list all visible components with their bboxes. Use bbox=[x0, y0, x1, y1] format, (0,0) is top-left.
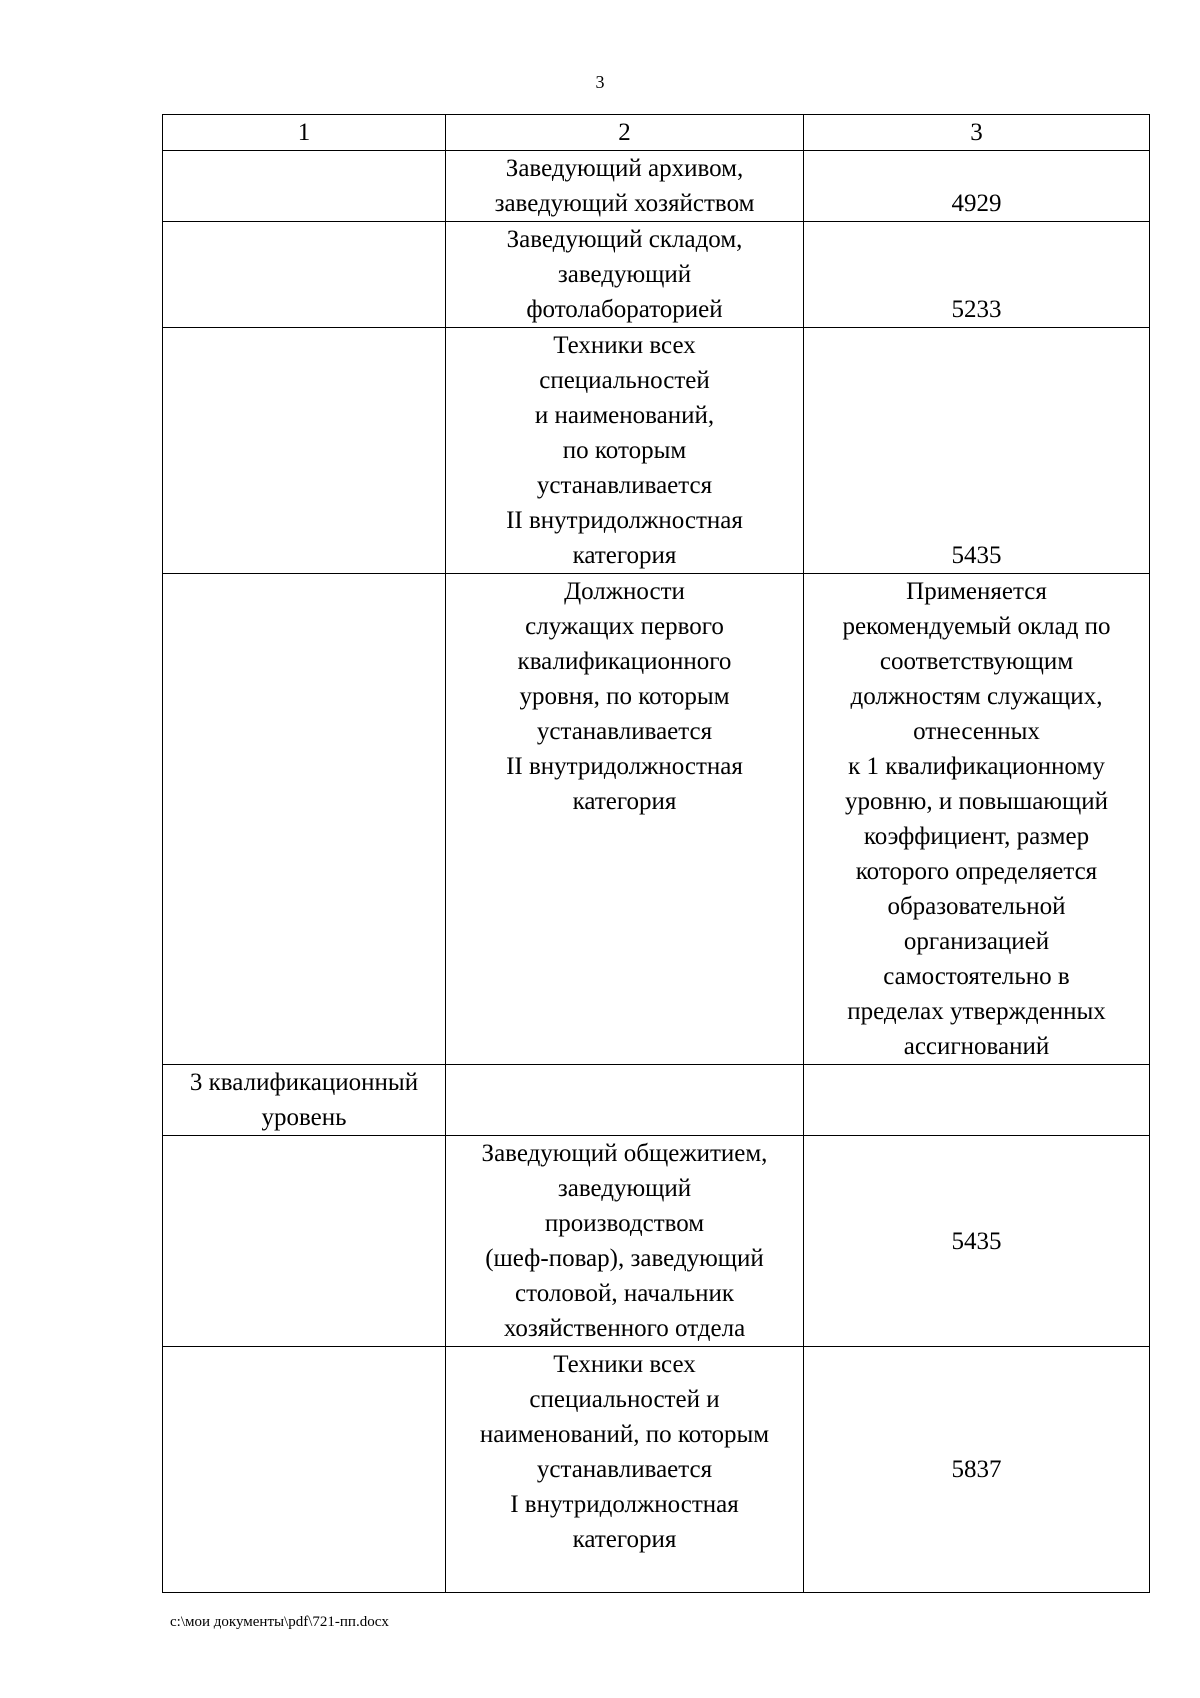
table-row bbox=[163, 328, 1150, 574]
position-cell bbox=[446, 1065, 804, 1136]
salary-cell: 5435 bbox=[804, 328, 1150, 574]
qualification-level-cell bbox=[163, 151, 446, 222]
salary-cell: 5435 bbox=[804, 1136, 1150, 1347]
qualification-level-cell bbox=[163, 1136, 446, 1347]
salary-cell bbox=[804, 1065, 1150, 1136]
salary-cell: 5233 bbox=[804, 222, 1150, 328]
salary-cell: 4929 bbox=[804, 151, 1150, 222]
position-cell: Заведующий складом, заведующий фотолабораторией bbox=[446, 222, 804, 328]
salary-cell: Применяется рекомендуемый оклад по соответствующим должностям служащих, отнесенных к 1 квалификационному уровню, и повышающий коэффициент, размер которого определяется образовательной организацией самостоятельно в пределах утвержденных ассигнований bbox=[804, 574, 1150, 1065]
column-header: 1 bbox=[163, 115, 446, 151]
page-number: 3 bbox=[595, 72, 605, 92]
position-cell: Техники всех специальностей и наименований, по которым устанавливается I внутридолжностная категория bbox=[446, 1347, 804, 1593]
qualification-level-cell bbox=[163, 1347, 446, 1593]
salary-cell: 5837 bbox=[804, 1347, 1150, 1593]
column-header: 2 bbox=[446, 115, 804, 151]
position-cell: Заведующий общежитием, заведующий производством (шеф-повар), заведующий столовой, начальник хозяйственного отдела bbox=[446, 1136, 804, 1347]
position-cell: Должности служащих первого квалификационного уровня, по которым устанавливается II внутридолжностная категория bbox=[446, 574, 804, 1065]
column-header: 3 bbox=[804, 115, 1150, 151]
table-row bbox=[163, 151, 1150, 222]
qualification-level-cell bbox=[163, 328, 446, 574]
table-header-row bbox=[163, 115, 1150, 151]
qualification-level-cell: 3 квалификационный уровень bbox=[163, 1065, 446, 1136]
position-cell: Техники всех специальностей и наименований, по которым устанавливается II внутридолжностная категория bbox=[446, 328, 804, 574]
file-path-footer: c:\мои документы\pdf\721-пп.docx bbox=[170, 1614, 389, 1630]
position-cell: Заведующий архивом, заведующий хозяйством bbox=[446, 151, 804, 222]
qualification-level-cell bbox=[163, 574, 446, 1065]
table-row bbox=[163, 574, 1150, 1065]
table-row bbox=[163, 1136, 1150, 1347]
salary-table bbox=[162, 114, 1150, 1593]
table-row bbox=[163, 1065, 1150, 1136]
table-row bbox=[163, 1347, 1150, 1593]
qualification-level-cell bbox=[163, 222, 446, 328]
table-row bbox=[163, 222, 1150, 328]
